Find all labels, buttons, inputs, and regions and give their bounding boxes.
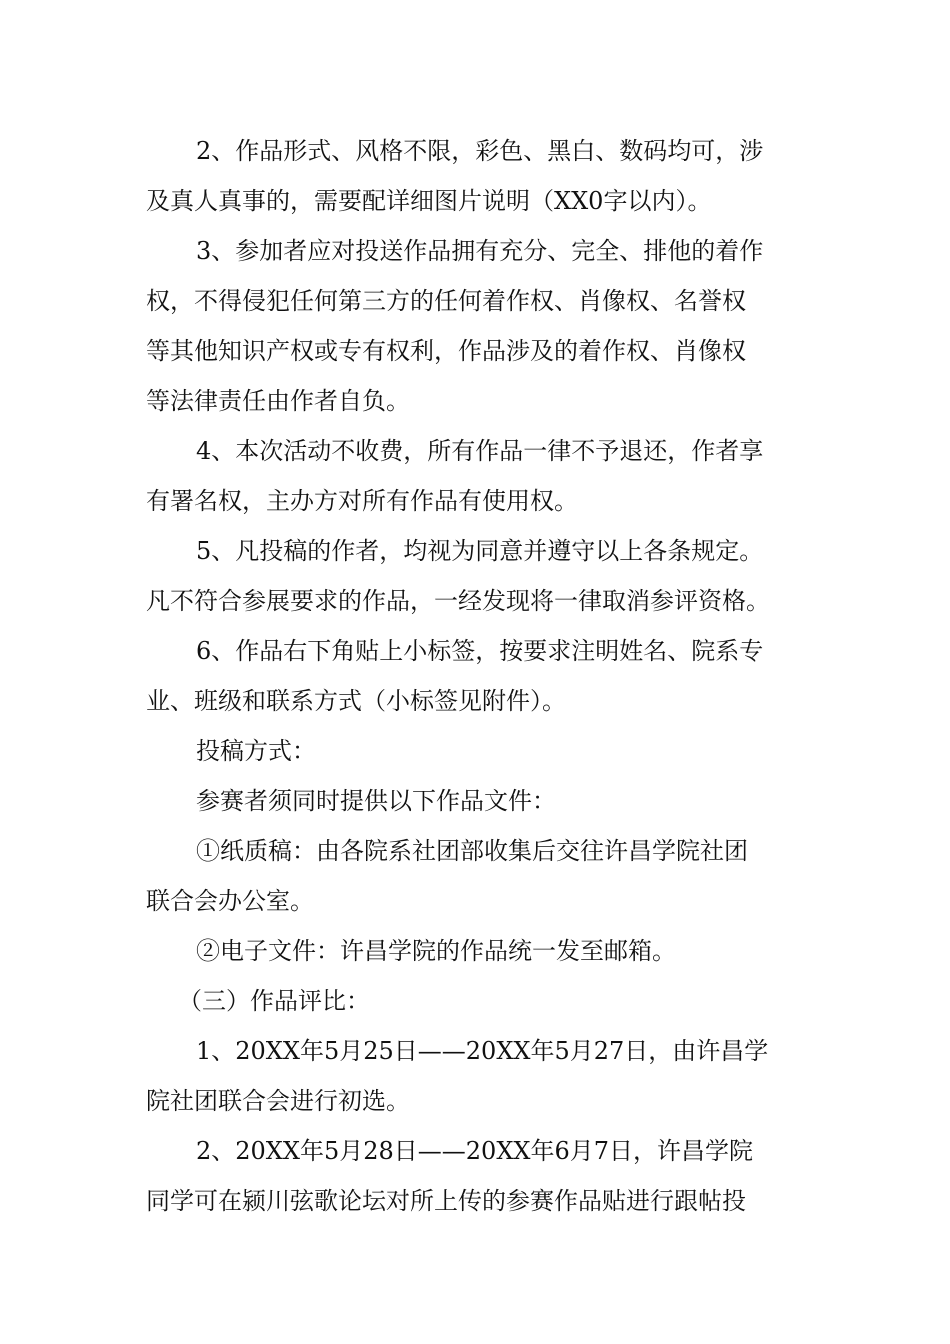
text-line: 等法律责任由作者自负。 [146, 387, 410, 415]
text-line: 2、20XX年5月28日——20XX年6月7日，许昌学院 [196, 1137, 754, 1165]
text-line: 同学可在颍川弦歌论坛对所上传的参赛作品贴进行跟帖投 [146, 1187, 746, 1215]
text-line: 参赛者须同时提供以下作品文件： [196, 787, 556, 815]
text-line: 1、20XX年5月25日——20XX年5月27日，由许昌学 [196, 1037, 769, 1065]
section-heading: （三）作品评比： [178, 987, 370, 1015]
text-line: 2、作品形式、风格不限，彩色、黑白、数码均可，涉 [196, 137, 764, 165]
text-line: ②电子文件：许昌学院的作品统一发至邮箱。 [196, 937, 676, 965]
text-line: 有署名权，主办方对所有作品有使用权。 [146, 487, 578, 515]
text-line: 5、凡投稿的作者，均视为同意并遵守以上各条规定。 [196, 537, 764, 565]
text-line: 凡不符合参展要求的作品，一经发现将一律取消参评资格。 [146, 587, 770, 615]
text-line: 及真人真事的，需要配详细图片说明（XX0字以内）。 [146, 187, 712, 215]
text-line: 3、参加者应对投送作品拥有充分、完全、排他的着作 [196, 237, 764, 265]
text-line: 权，不得侵犯任何第三方的任何着作权、肖像权、名誉权 [146, 287, 746, 315]
text-line: 6、作品右下角贴上小标签，按要求注明姓名、院系专 [196, 637, 764, 665]
text-line: 业、班级和联系方式（小标签见附件）。 [146, 687, 566, 715]
text-line: 4、本次活动不收费，所有作品一律不予退还，作者享 [196, 437, 764, 465]
text-line: 院社团联合会进行初选。 [146, 1087, 410, 1115]
section-heading: 投稿方式： [196, 737, 316, 765]
text-line: 等其他知识产权或专有权利，作品涉及的着作权、肖像权 [146, 337, 746, 365]
text-line: ①纸质稿：由各院系社团部收集后交往许昌学院社团 [196, 837, 748, 865]
text-line: 联合会办公室。 [146, 887, 314, 915]
